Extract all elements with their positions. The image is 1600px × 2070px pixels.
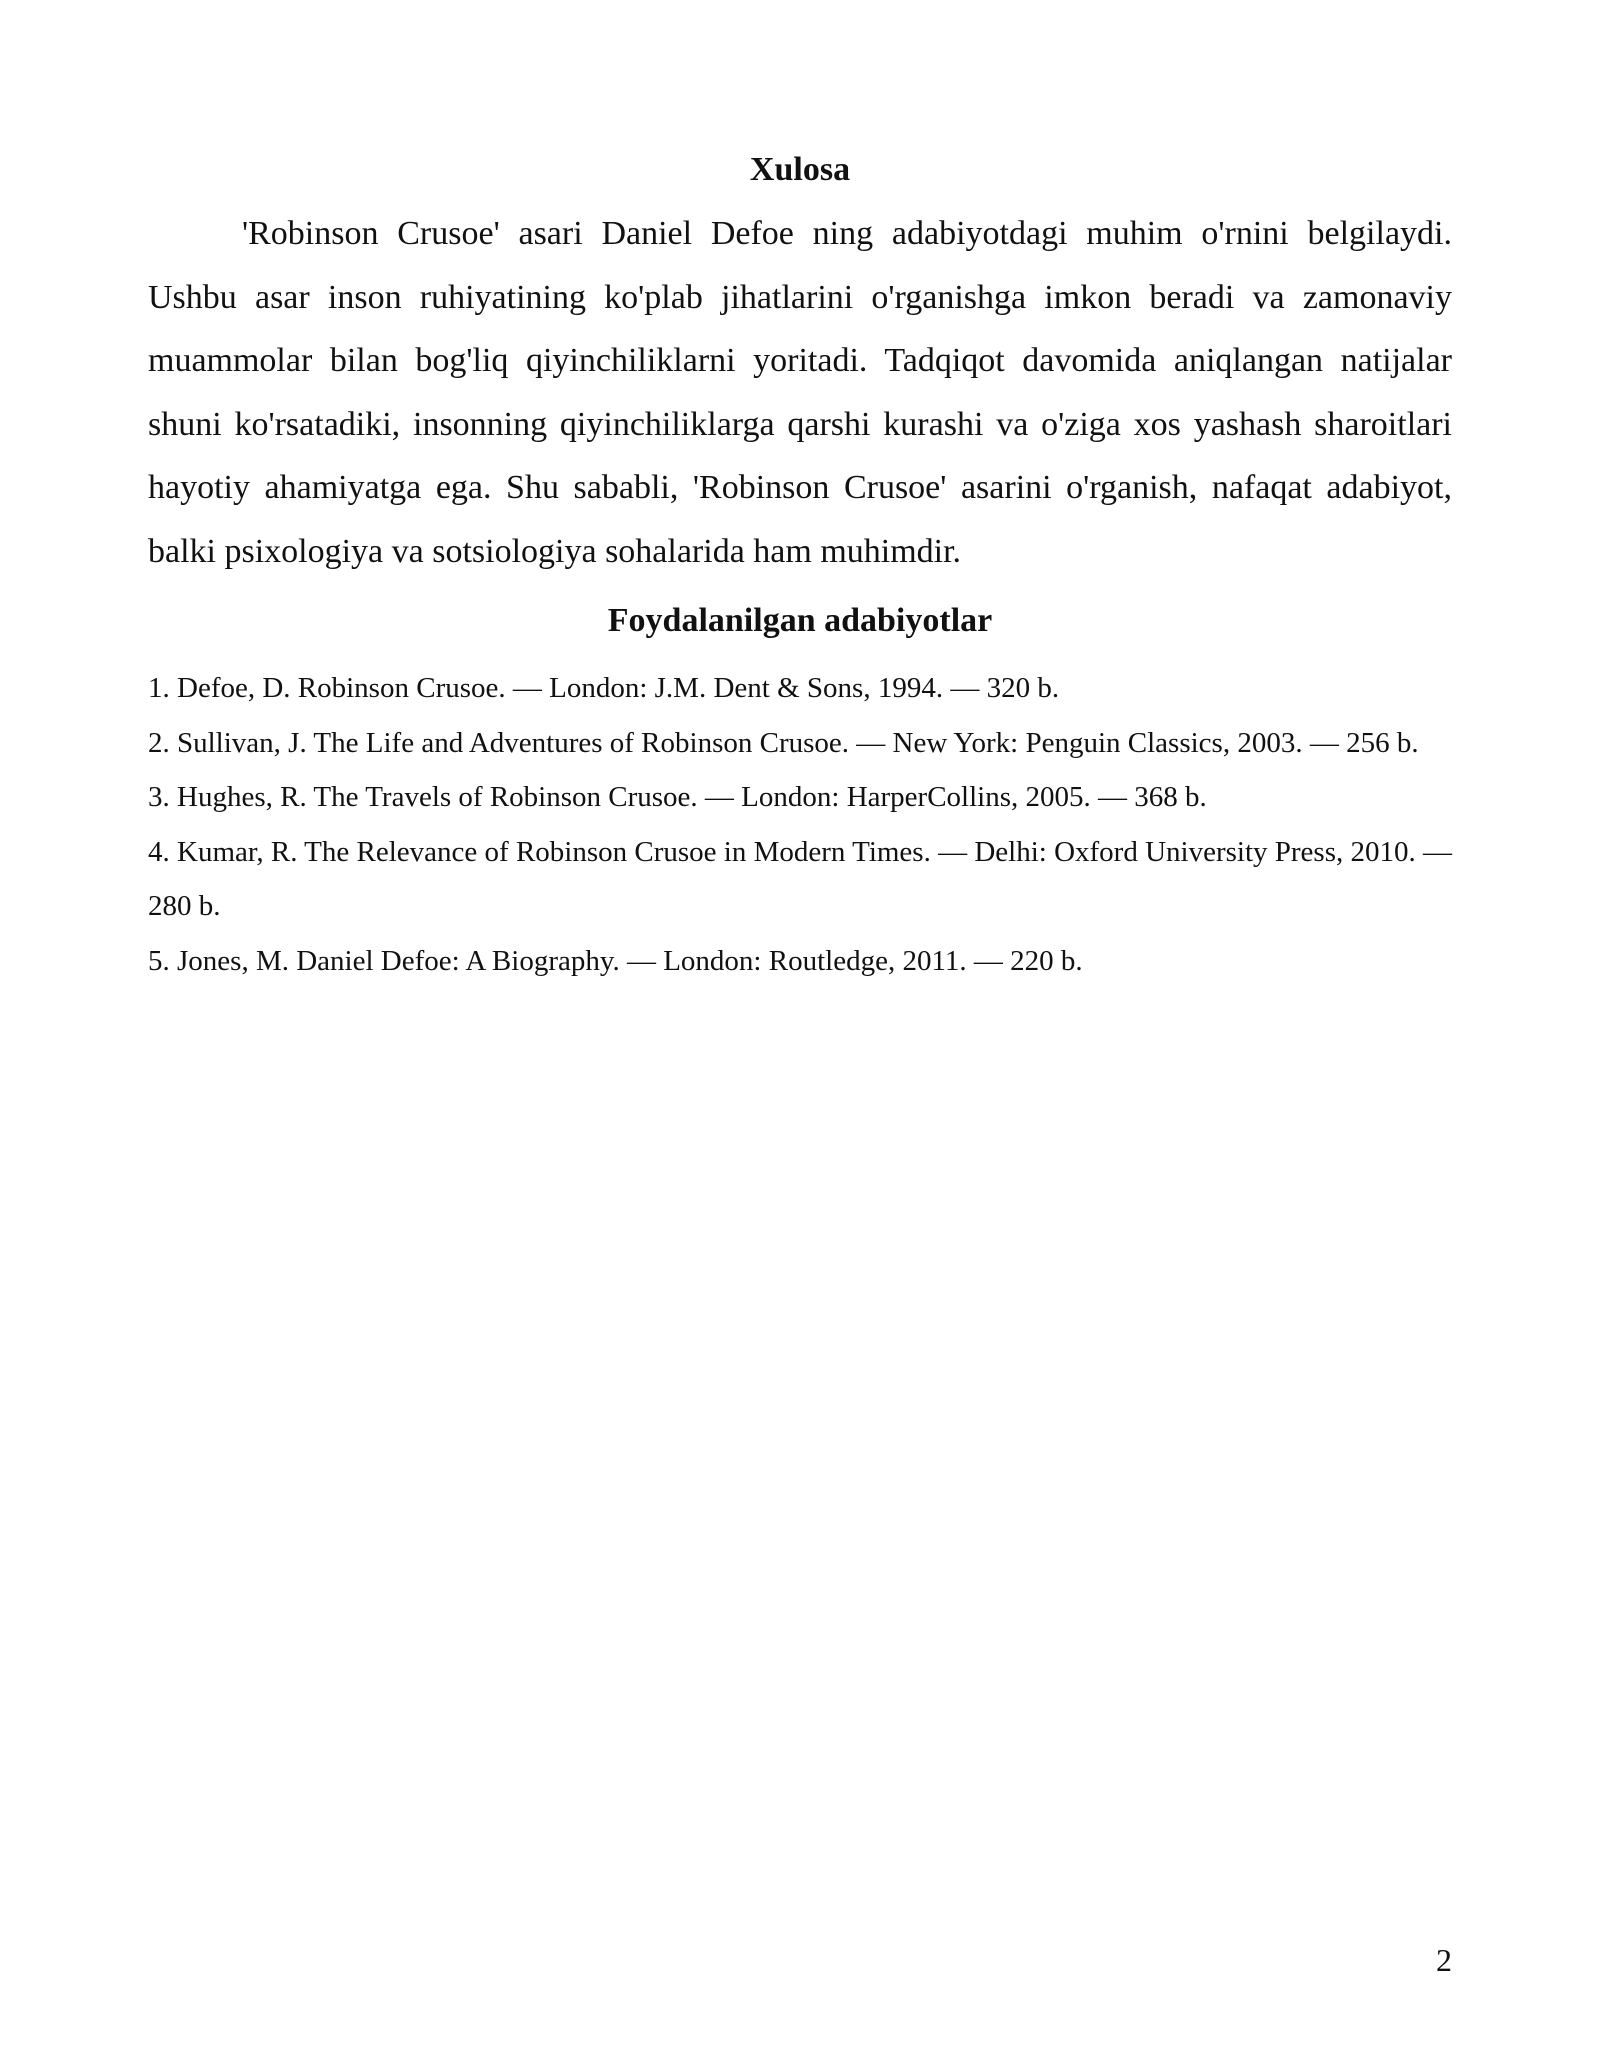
reference-item: 3. Hughes, R. The Travels of Robinson Crusoe. — London: HarperCollins, 2005. — 368 b. bbox=[148, 781, 1207, 813]
page-content bbox=[148, 148, 1452, 988]
references-heading: Foydalanilgan adabiyotlar bbox=[607, 602, 993, 639]
reference-item: 5. Jones, M. Daniel Defoe: A Biography. — London: Routledge, 2011. — 220 b. bbox=[148, 944, 1083, 977]
reference-item: 1. Defoe, D. Robinson Crusoe. — London: J.M. Dent & Sons, 1994. — 320 b. bbox=[148, 672, 1060, 704]
reference-item: 4. Kumar, R. The Relevance of Robinson Crusoe in Modern Times. — Delhi: Oxford University Press, 2010. — 280 b. bbox=[148, 835, 1452, 922]
conclusion-paragraph: 'Robinson Crusoe' asari Daniel Defoe ning adabiyotdagi muhim o'rnini belgilaydi. Ushbu asar inson ruhiyatining ko'plab jihatlarini o'rganishga imkon beradi va zamonaviy muammolar bilan bog'liq qiyinchiliklarni yoritadi. Tadqiqot davomida aniqlangan natijalar shuni ko'rsatadiki, insonning qiyinchiliklarga qarshi kurashi va o'ziga xos yashash sharoitlari hayotiy ahamiyatga ega. Shu sababli, 'Robinson Crusoe' asarini o'rganish, nafaqat adabiyot, balki psixologiya va sotsiologiya sohalarida ham muhimdir. bbox=[148, 215, 1452, 570]
reference-item: 2. Sullivan, J. The Life and Adventures of Robinson Crusoe. — New York: Penguin Classics, 2003. — 256 b. bbox=[148, 726, 1419, 759]
page-number: 2 bbox=[1436, 1942, 1452, 1978]
references-list bbox=[148, 661, 1452, 988]
conclusion-heading: Xulosa bbox=[749, 151, 851, 188]
